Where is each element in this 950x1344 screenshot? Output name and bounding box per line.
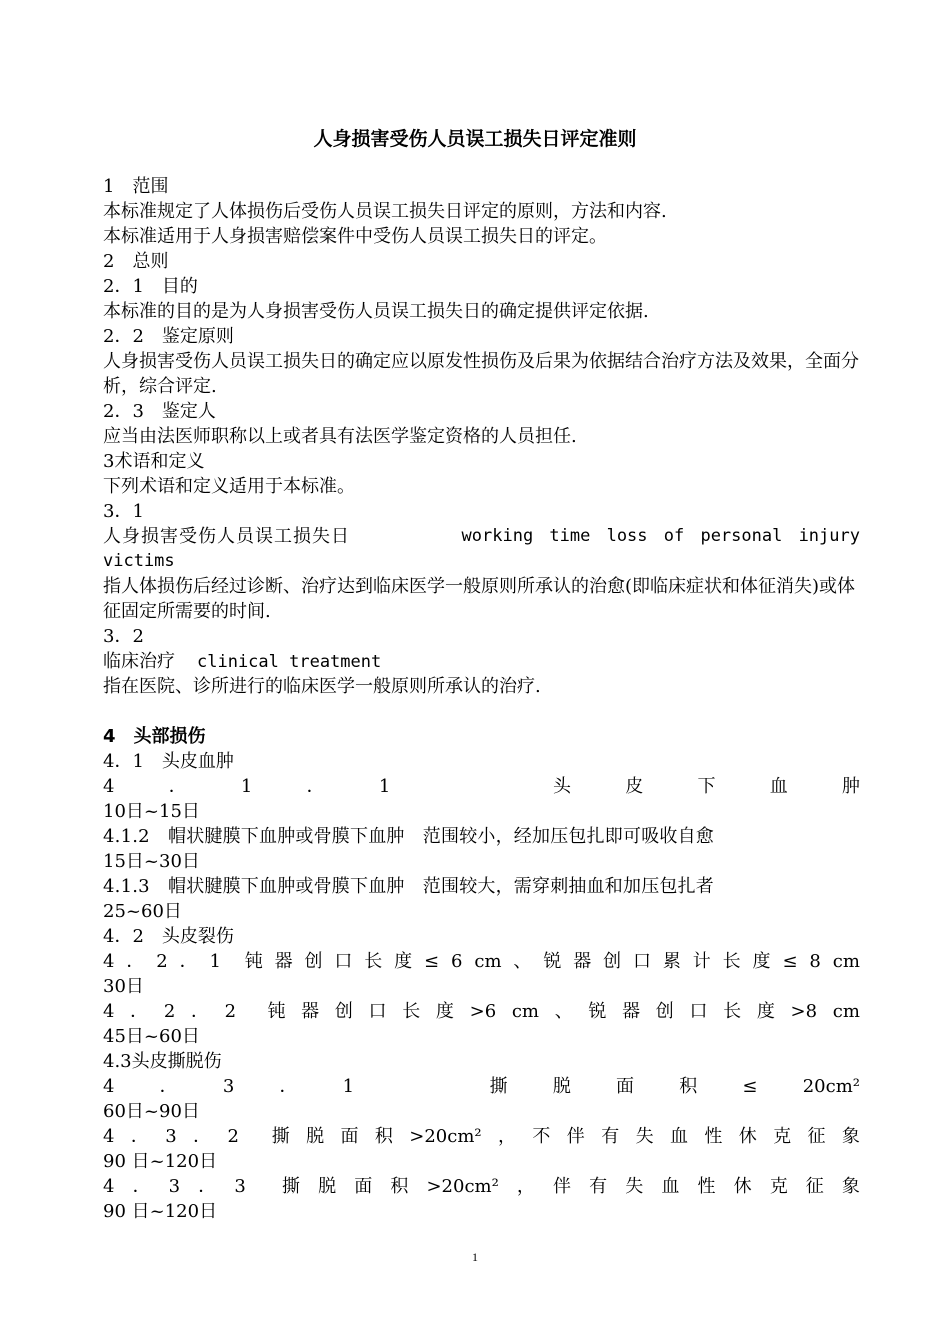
duration-line: 10日~15日 [103, 801, 200, 822]
justified-token: 血 [669, 1126, 688, 1147]
justified-token: ． [193, 1126, 212, 1147]
justified-token: 3 [168, 1176, 181, 1197]
subsection-heading: 4．1 头皮血肿 [103, 751, 234, 772]
item-line [103, 1174, 860, 1199]
justified-token: 休 [733, 1176, 752, 1197]
justified-token: 3 [222, 1076, 235, 1097]
justified-token: 3 [234, 1176, 246, 1197]
justified-token: >6 [469, 1001, 497, 1022]
justified-token: 器 [622, 1001, 641, 1022]
justified-token: 2 [163, 1001, 176, 1022]
justified-token: 象 [841, 1126, 860, 1147]
justified-token: 度 [752, 951, 771, 972]
page-number: 1 [472, 1250, 478, 1264]
justified-token: 积 [390, 1176, 409, 1197]
section-heading-general: 2 总则 [103, 251, 169, 272]
paragraph-line: 应当由法医师职称以上或者具有法医学鉴定资格的人员担任. [103, 426, 577, 447]
justified-token: 有 [589, 1176, 608, 1197]
subsection-heading: 3．2 [103, 626, 144, 647]
justified-token: 口 [689, 1001, 708, 1022]
justified-token: 1 [240, 776, 253, 797]
item-line [103, 999, 860, 1024]
paragraph-line: 本标准的目的是为人身损害受伤人员误工损失日的确定提供评定依据. [103, 301, 649, 322]
justified-token: ， [498, 1126, 517, 1147]
term-en: working time loss of personal injury [461, 526, 860, 546]
justified-token: 8 [809, 951, 821, 972]
justified-token: ． [179, 951, 198, 972]
justified-token: 4 [103, 1126, 115, 1147]
subsection-heading: 4.3头皮撕脱伤 [103, 1051, 222, 1072]
justified-token: 锐 [543, 951, 562, 972]
justified-token: 创 [603, 951, 622, 972]
justified-token: 1 [209, 951, 221, 972]
justified-token: 1 [342, 1076, 355, 1097]
justified-token: 1 [378, 776, 391, 797]
justified-token: 6 [451, 951, 463, 972]
justified-token: 积 [679, 1076, 698, 1097]
justified-token: 4 [103, 1076, 115, 1097]
justified-token: 脱 [318, 1176, 337, 1197]
duration-line: 90 日~120日 [103, 1151, 218, 1172]
justified-token: 撕 [282, 1176, 301, 1197]
justified-token: ， [516, 1176, 535, 1197]
justified-token: 面 [354, 1176, 373, 1197]
justified-token: ． [279, 1076, 298, 1097]
justified-token: 20cm² [802, 1076, 860, 1097]
justified-token: 2 [227, 1126, 239, 1147]
term-zh: 人身损害受伤人员误工损失日 [103, 526, 350, 547]
subsection-heading: 2．1 目的 [103, 276, 198, 297]
justified-token: ． [126, 951, 145, 972]
justified-token: cm [832, 951, 860, 972]
term-line [103, 524, 860, 549]
justified-token: 度 [756, 1001, 775, 1022]
document-body [103, 174, 860, 1224]
justified-token: 克 [769, 1176, 788, 1197]
duration-line: 30日 [103, 976, 144, 997]
justified-token: 伴 [566, 1126, 585, 1147]
justified-token: >20cm² [409, 1126, 482, 1147]
justified-token: 象 [841, 1176, 860, 1197]
term-en: clinical treatment [197, 652, 382, 672]
justified-token: 脱 [306, 1126, 325, 1147]
justified-token: 口 [632, 951, 651, 972]
justified-token: 口 [368, 1001, 387, 1022]
justified-token: ≤ [782, 951, 798, 972]
justified-token: 面 [340, 1126, 359, 1147]
document-title: 人身损害受伤人员误工损失日评定准则 [313, 128, 637, 150]
item-line [103, 774, 860, 799]
subsection-heading: 4．2 头皮裂伤 [103, 926, 234, 947]
item-line [103, 1124, 860, 1149]
justified-token: 伴 [553, 1176, 572, 1197]
justified-token: 不 [532, 1126, 551, 1147]
justified-token: 面 [616, 1076, 635, 1097]
duration-line: 90 日~120日 [103, 1201, 218, 1222]
justified-token: 创 [655, 1001, 674, 1022]
justified-token: 4 [103, 1001, 115, 1022]
justified-token: 创 [304, 951, 323, 972]
justified-token: ≤ [742, 1076, 758, 1097]
justified-token: 累 [662, 951, 681, 972]
justified-token: 下 [697, 776, 716, 797]
duration-line: 60日~90日 [103, 1101, 200, 1122]
paragraph-line: 下列术语和定义适用于本标准。 [103, 476, 355, 497]
justified-token: 长 [364, 951, 383, 972]
justified-token: 长 [402, 1001, 421, 1022]
justified-token: 3 [165, 1126, 177, 1147]
justified-token: ． [190, 1001, 209, 1022]
justified-token: 器 [301, 1001, 320, 1022]
paragraph-line: 指人体损伤后经过诊断、治疗达到临床医学一般原则所承认的治愈(即临床症状和体征消失)或体征固定所需要的时间. [103, 576, 856, 622]
duration-line: 45日~60日 [103, 1026, 200, 1047]
justified-token: 2 [224, 1001, 237, 1022]
subsection-heading: 2．2 鉴定原则 [103, 326, 234, 347]
justified-token: 征 [805, 1176, 824, 1197]
justified-token: 长 [722, 951, 741, 972]
justified-token: 皮 [625, 776, 644, 797]
section-heading-terms: 3术语和定义 [103, 451, 205, 472]
item-line [103, 1074, 860, 1099]
justified-token: 克 [773, 1126, 792, 1147]
term-zh: 临床治疗 [103, 651, 175, 672]
item-line [103, 949, 860, 974]
justified-token: 脱 [552, 1076, 571, 1097]
justified-token: ≤ [424, 951, 440, 972]
justified-token: 性 [704, 1126, 723, 1147]
justified-token: 失 [625, 1176, 644, 1197]
justified-token: 休 [738, 1126, 757, 1147]
justified-token: 、 [513, 951, 532, 972]
justified-token: cm [511, 1001, 539, 1022]
justified-token: cm [832, 1001, 860, 1022]
subsection-heading: 3．1 [103, 501, 144, 522]
justified-token: 钝 [267, 1001, 286, 1022]
justified-token: 失 [635, 1126, 654, 1147]
justified-token: 肿 [841, 776, 860, 797]
justified-token: ． [306, 776, 325, 797]
justified-token: cm [474, 951, 502, 972]
justified-token: 4 [103, 1176, 115, 1197]
paragraph-line: 指在医院、诊所进行的临床医学一般原则所承认的治疗. [103, 676, 541, 697]
section-heading-scope: 1 范围 [103, 176, 169, 197]
item-line: 4.1.2 帽状腱膜下血肿或骨膜下血肿 范围较小，经加压包扎即可吸收自愈 [103, 826, 714, 847]
duration-line: 15日~30日 [103, 851, 200, 872]
justified-token: 4 [103, 951, 115, 972]
justified-token: 长 [723, 1001, 742, 1022]
justified-token: ． [168, 776, 187, 797]
paragraph-line: 本标准适用于人身损害赔偿案件中受伤人员误工损失日的评定。 [103, 226, 607, 247]
section-heading-head-injury: 4 头部损伤 [103, 726, 206, 747]
duration-line: 25~60日 [103, 901, 182, 922]
justified-token: 4 [103, 776, 115, 797]
justified-token: 2 [156, 951, 168, 972]
justified-token: 度 [435, 1001, 454, 1022]
paragraph-line: 人身损害受伤人员误工损失日的确定应以原发性损伤及后果为依据结合治疗方法及效果，全面分析，综合评定. [103, 351, 859, 397]
justified-token: ． [159, 1076, 178, 1097]
justified-token: 、 [554, 1001, 573, 1022]
justified-token: 头 [553, 776, 571, 797]
justified-token: 性 [697, 1176, 716, 1197]
justified-token: 积 [374, 1126, 393, 1147]
justified-token: 征 [807, 1126, 826, 1147]
justified-token: 创 [334, 1001, 353, 1022]
justified-token: 度 [394, 951, 413, 972]
justified-token: 器 [274, 951, 293, 972]
item-line: 4.1.3 帽状腱膜下血肿或骨膜下血肿 范围较大，需穿刺抽血和加压包扎者 [103, 876, 714, 897]
justified-token: 撕 [271, 1126, 290, 1147]
paragraph-line: 本标准规定了人体损伤后受伤人员误工损失日评定的原则，方法和内容. [103, 201, 667, 222]
subsection-heading: 2．3 鉴定人 [103, 401, 216, 422]
justified-token: 计 [692, 951, 711, 972]
justified-token: ． [130, 1001, 149, 1022]
justified-token: 锐 [588, 1001, 607, 1022]
blank-line [103, 699, 860, 724]
justified-token: 血 [661, 1176, 680, 1197]
justified-token: 器 [573, 951, 592, 972]
justified-token: ． [130, 1126, 149, 1147]
justified-token: 口 [334, 951, 353, 972]
justified-token: 有 [601, 1126, 620, 1147]
justified-token: 撕 [489, 1076, 508, 1097]
justified-token: ． [132, 1176, 151, 1197]
term-en-continued: victims [103, 551, 175, 571]
justified-token: >20cm² [426, 1176, 499, 1197]
justified-token: 血 [769, 776, 788, 797]
term-line [103, 649, 860, 674]
justified-token: 钝 [244, 951, 263, 972]
justified-token: ． [198, 1176, 217, 1197]
justified-token: >8 [790, 1001, 818, 1022]
